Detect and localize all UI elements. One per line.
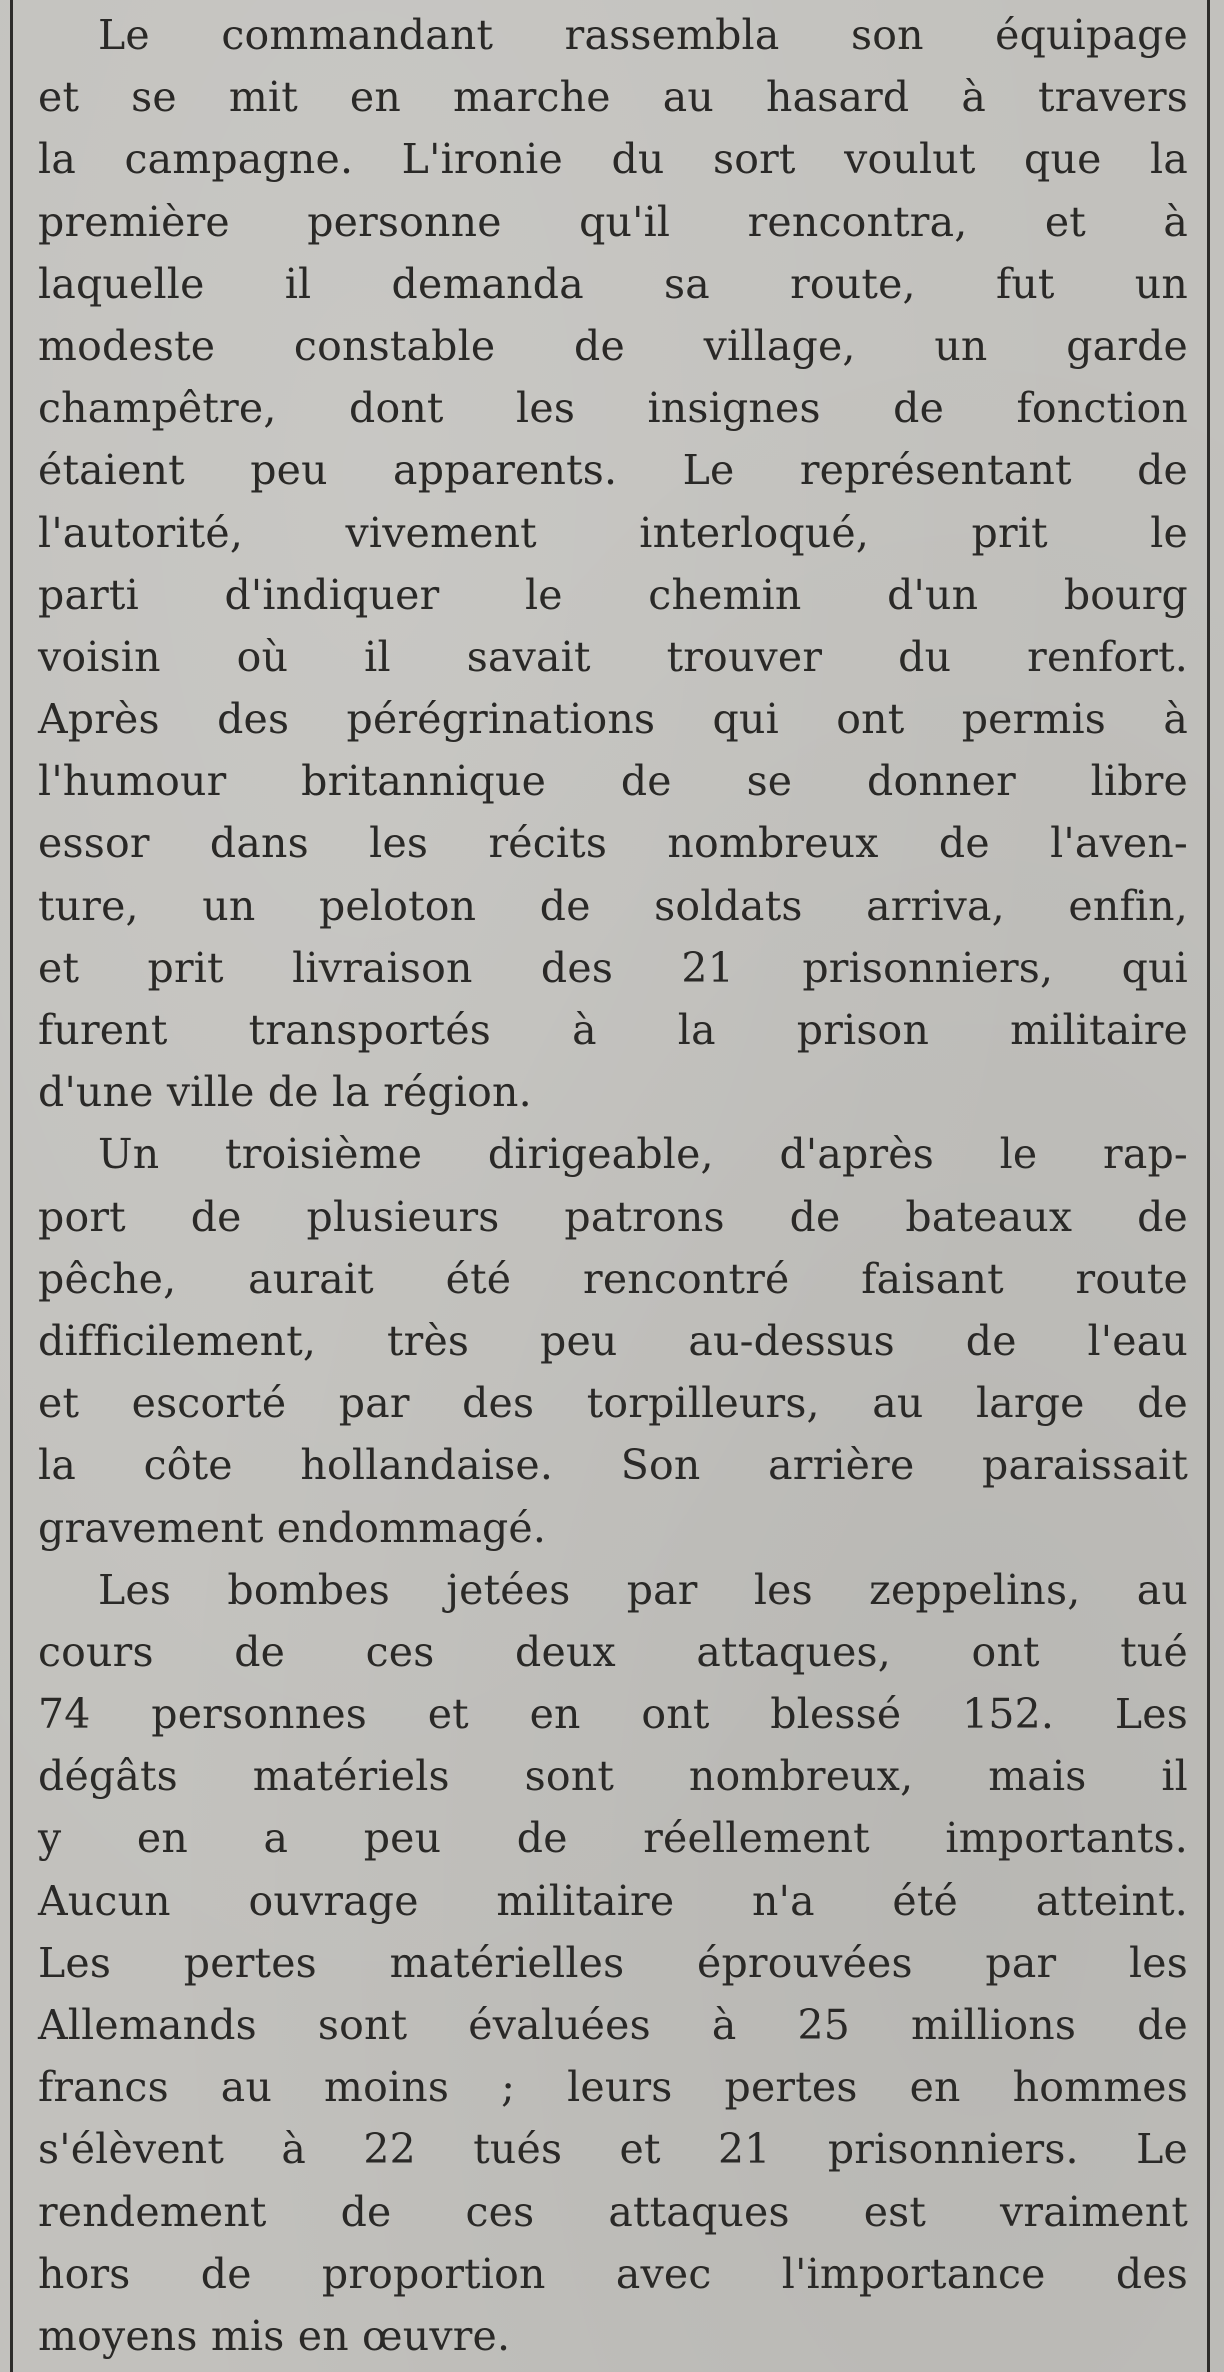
- text-line: et escorté par des torpilleurs, au large de: [38, 1379, 1188, 1428]
- text-line: parti d'indiquer le chemin d'un bourg: [38, 570, 1188, 619]
- text-line: étaient peu apparents. Le représentant de: [38, 446, 1188, 495]
- text-line: s'élèvent à 22 tués et 21 prisonniers. Le: [38, 2125, 1188, 2174]
- text-line: dégâts matériels sont nombreux, mais il: [38, 1752, 1188, 1801]
- text-line: Après des pérégrinations qui ont permis à: [38, 695, 1188, 744]
- text-line: la campagne. L'ironie du sort voulut que la: [38, 135, 1188, 184]
- text-line: Les bombes jetées par les zeppelins, au: [98, 1565, 1188, 1614]
- text-line: furent transportés à la prison militaire: [38, 1006, 1188, 1054]
- text-line: Un troisième dirigeable, d'après le rap-: [98, 1130, 1188, 1179]
- text-line: y en a peu de réellement importants.: [38, 1814, 1188, 1863]
- text-line: l'humour britannique de se donner libre: [38, 757, 1188, 806]
- text-line: voisin où il savait trouver du renfort.: [38, 632, 1188, 681]
- text-line: cours de ces deux attaques, ont tué: [38, 1627, 1188, 1676]
- text-line: ture, un peloton de soldats arriva, enfin,: [38, 881, 1188, 930]
- text-line: Les pertes matérielles éprouvées par les: [38, 1938, 1188, 1987]
- text-line: laquelle il demanda sa route, fut un: [38, 259, 1188, 308]
- text-line: première personne qu'il rencontra, et à: [38, 197, 1188, 246]
- text-line: difficilement, très peu au-dessus de l'eau: [38, 1316, 1188, 1365]
- text-line: gravement endommagé.: [38, 1503, 547, 1552]
- text-line: la côte hollandaise. Son arrière paraissait: [38, 1441, 1188, 1490]
- text-line: francs au moins ; leurs pertes en hommes: [38, 2063, 1188, 2112]
- text-line: modeste constable de village, un garde: [38, 321, 1188, 370]
- text-line: et se mit en marche au hasard à travers: [38, 73, 1188, 122]
- text-line: Aucun ouvrage militaire n'a été atteint.: [38, 1876, 1188, 1925]
- column-rule-right: [1207, 0, 1210, 2372]
- column-rule-left: [10, 0, 13, 2372]
- text-line: d'une ville de la région.: [38, 1068, 532, 1117]
- text-line: champêtre, dont les insignes de fonction: [38, 384, 1188, 433]
- text-line: Le commandant rassembla son équipage: [98, 11, 1188, 59]
- text-line: moyens mis en œuvre.: [38, 2311, 511, 2360]
- text-line: hors de proportion avec l'importance des: [38, 2249, 1188, 2298]
- paragraph-2: [38, 1123, 1188, 1558]
- article-column: [38, 4, 1188, 2367]
- text-line: Allemands sont évaluées à 25 millions de: [38, 2001, 1188, 2049]
- paragraph-1: [38, 4, 1188, 1123]
- paragraph-3: [38, 1559, 1188, 2367]
- text-line: pêche, aurait été rencontré faisant route: [38, 1254, 1188, 1303]
- text-line: l'autorité, vivement interloqué, prit le: [38, 508, 1188, 557]
- text-line: et prit livraison des 21 prisonniers, qui: [38, 943, 1188, 992]
- text-line: port de plusieurs patrons de bateaux de: [38, 1192, 1188, 1241]
- text-line: rendement de ces attaques est vraiment: [38, 2187, 1188, 2236]
- text-line: essor dans les récits nombreux de l'aven-: [38, 819, 1188, 868]
- text-line: 74 personnes et en ont blessé 152. Les: [38, 1690, 1188, 1739]
